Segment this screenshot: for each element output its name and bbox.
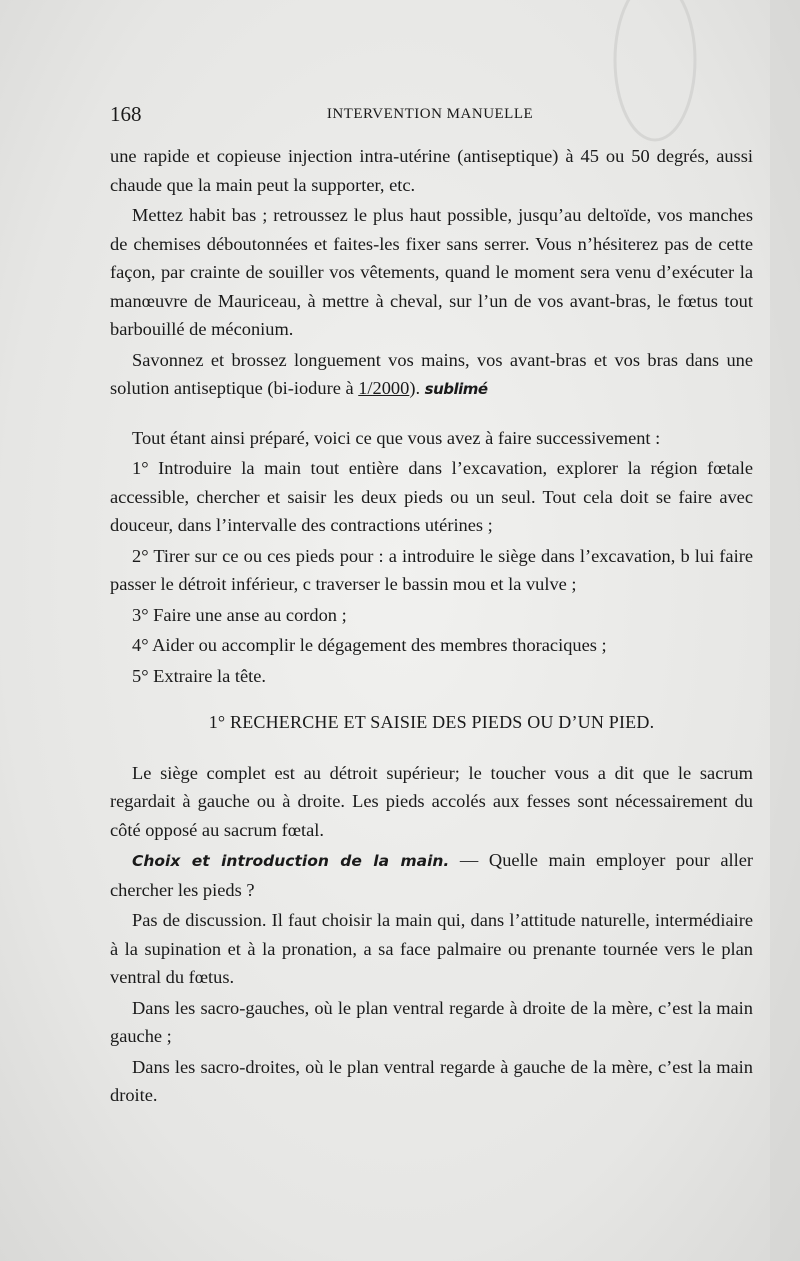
paragraph: Dans les sacro-droites, où le plan ventral regarde à gauche de la mère, c’est la main droite. [110, 1056, 753, 1105]
paragraph: Pas de discussion. Il faut choisir la main qui, dans l’attitude naturelle, intermédiaire à la supination et à la pronation, a sa face palmaire ou prenante tournée vers le plan ventral du fœtus. [110, 910, 753, 987]
paragraph: une rapide et copieuse injection intra-utérine (antiseptique) à 45 ou 50 degrés, aussi chaude que la main peut la supporter, etc. [110, 146, 753, 195]
list-item: 3° Faire une anse au cordon ; [132, 604, 347, 625]
body-text [110, 142, 753, 1110]
paragraph [110, 846, 753, 904]
paragraph [110, 346, 753, 404]
page-number: 168 [110, 102, 142, 126]
paragraph: Le siège complet est au détroit supérieur; le toucher vous a dit que le sacrum regardait à gauche ou à droite. Les pieds accolés aux fesses sont nécessairement du côté opposé au sacrum fœtal. [110, 762, 753, 840]
list-item: 4° Aider ou accomplir le dégagement des membres thoraciques ; [132, 635, 607, 655]
list-item: 2° Tirer sur ce ou ces pieds pour : a introduire le siège dans l’excavation, b lui faire passer le détroit inférieur, c traverser le bassin mou et la vulve ; [110, 545, 753, 594]
running-title: INTERVENTION MANUELLE [326, 106, 534, 122]
sub-heading: Choix et introduction de la main. [132, 852, 450, 870]
handwritten-annotation: sublimé [424, 380, 488, 398]
running-head [110, 102, 750, 128]
paragraph-text: — Quelle main employer pour aller chercher les pieds ? [110, 850, 753, 900]
paragraph-text: ). [409, 378, 421, 398]
list-item: 1° Introduire la main tout entière dans l’excavation, explorer la région fœtale accessible, chercher et saisir les deux pieds ou un seul. Tout cela doit se faire avec douceur, dans l’intervalle des contractions utérines ; [110, 458, 753, 535]
fraction: 1/2000 [358, 378, 410, 398]
list-item: 5° Extraire la tête. [132, 665, 266, 686]
section-heading: 1° RECHERCHE ET SAISIE DES PIEDS OU D’UN PIED. [208, 712, 655, 732]
paragraph: Mettez habit bas ; retroussez le plus haut possible, jusqu’au deltoïde, vos manches de chemises déboutonnées et faites-les fixer sans serrer. Vous n’hésiterez pas de cette façon, par crainte de souiller vos vêtements, quand le moment sera venu d’exécuter la manœuvre de Mauriceau, à mettre à cheval, sur l’un de vos avant-bras, le fœtus tout barbouillé de méconium. [110, 205, 753, 339]
paragraph: Tout étant ainsi préparé, voici ce que vous avez à faire successivement : [132, 427, 661, 448]
paragraph: Dans les sacro-gauches, où le plan ventral regarde à droite de la mère, c’est la main gauche ; [110, 997, 753, 1046]
paragraph-text: Savonnez et brossez longuement vos mains, vos avant-bras et vos bras dans une solution antiseptique (bi-iodure à [110, 349, 753, 398]
